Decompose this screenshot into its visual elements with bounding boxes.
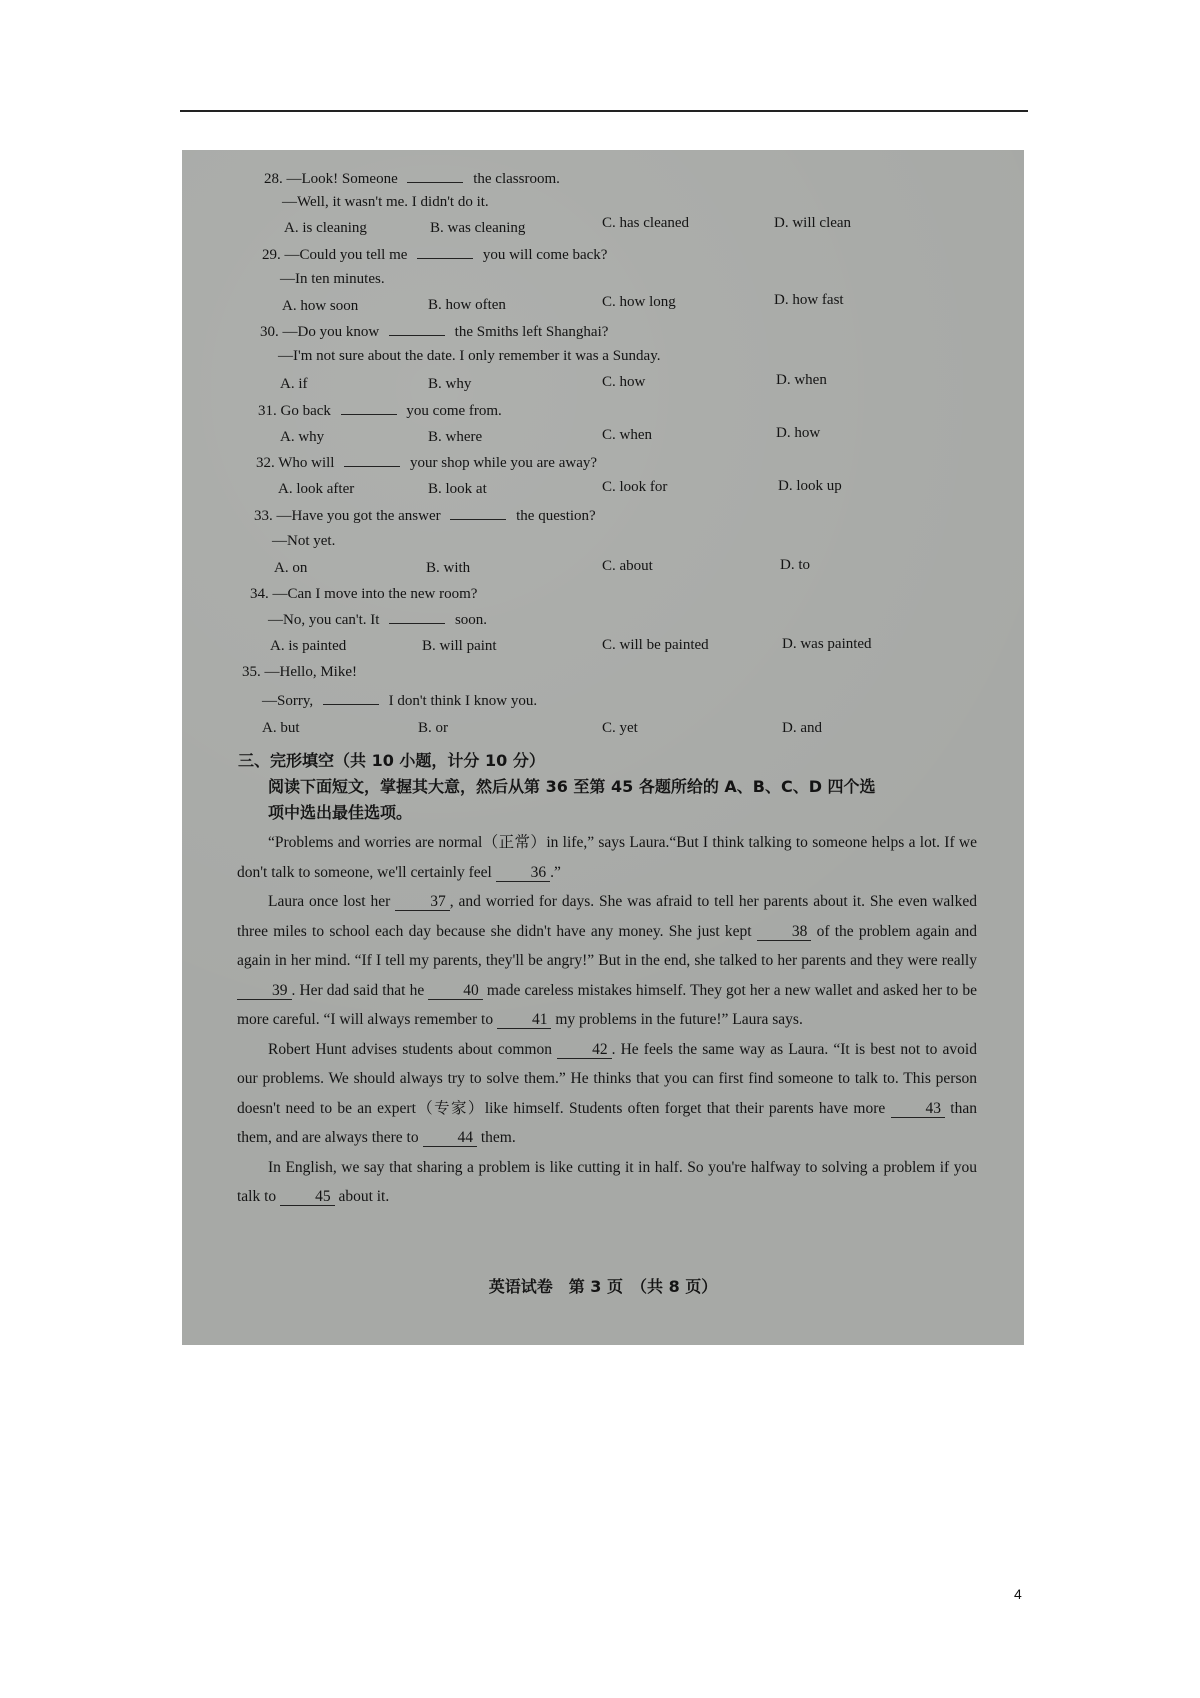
question-35-reply: —Sorry, I don't think I know you. (262, 693, 538, 709)
q32-option-a: A. look after (278, 481, 355, 497)
q34-option-d: D. was painted (782, 636, 872, 652)
section-instruction-line2: 项中选出最佳选项。 (268, 803, 413, 822)
q31-option-d: D. how (776, 425, 821, 441)
q28-option-c: C. has cleaned (602, 215, 690, 231)
q28-option-a: A. is cleaning (284, 220, 367, 236)
q34-option-a: A. is painted (270, 638, 347, 654)
blank-41: 41 (497, 1012, 552, 1029)
answer-blank (323, 692, 379, 705)
q35-option-c: C. yet (602, 720, 638, 736)
question-32: 32. Who will your shop while you are away? (256, 455, 598, 471)
q30-option-d: D. when (776, 372, 827, 388)
passage-paragraph-1: “Problems and worries are normal（正常）in life,” says Laura.“But I think talking to someone helps a lot. If we don't talk to someone, we'll certainly feel 36 .” (237, 834, 977, 881)
page-number: 4 (1014, 1586, 1022, 1602)
blank-42: 42 (557, 1042, 612, 1059)
scanned-exam-page (182, 150, 1024, 1345)
q33-option-d: D. to (780, 557, 810, 573)
answer-blank (341, 402, 397, 415)
q31-option-b: B. where (428, 429, 483, 445)
blank-45: 45 (280, 1189, 335, 1206)
answer-blank (450, 507, 506, 520)
answer-blank (407, 170, 463, 183)
section-title: 三、完形填空（共 10 小题，计分 10 分） (238, 751, 545, 770)
q29-option-b: B. how often (428, 297, 506, 313)
q34-option-b: B. will paint (422, 638, 497, 654)
q28-option-d: D. will clean (774, 215, 852, 231)
q30-option-c: C. how (602, 374, 646, 390)
q29-option-d: D. how fast (774, 292, 844, 308)
q33-option-b: B. with (426, 560, 471, 576)
q28-option-b: B. was cleaning (430, 220, 526, 236)
blank-39: 39 (237, 983, 292, 1000)
blank-43: 43 (891, 1101, 946, 1118)
q32-option-b: B. look at (428, 481, 487, 497)
q30-option-a: A. if (280, 376, 308, 392)
q35-option-d: D. and (782, 720, 822, 736)
question-28-reply: —Well, it wasn't me. I didn't do it. (282, 194, 489, 210)
question-35: 35. —Hello, Mike! (242, 664, 357, 680)
question-34: 34. —Can I move into the new room? (250, 586, 478, 602)
blank-40: 40 (428, 983, 483, 1000)
section-instruction-line1: 阅读下面短文，掌握其大意，然后从第 36 至第 45 各题所给的 A、B、C、D 四个选 (268, 777, 876, 796)
q30-option-b: B. why (428, 376, 472, 392)
answer-blank (417, 246, 473, 259)
question-31: 31. Go back you come from. (258, 403, 502, 419)
q31-option-a: A. why (280, 429, 325, 445)
question-33: 33. —Have you got the answer the question? (254, 508, 596, 524)
question-29: 29. —Could you tell me you will come back? (262, 247, 608, 263)
cloze-passage (237, 828, 977, 1212)
q35-option-b: B. or (418, 720, 448, 736)
q29-option-c: C. how long (602, 294, 676, 310)
exam-page-footer: 英语试卷 第 3 页 （共 8 页） (488, 1277, 718, 1296)
q29-option-a: A. how soon (282, 298, 359, 314)
q31-option-c: C. when (602, 427, 652, 443)
question-34-reply: —No, you can't. It soon. (268, 612, 488, 628)
answer-blank (389, 611, 445, 624)
blank-36: 36 (496, 865, 551, 882)
q32-option-c: C. look for (602, 479, 668, 495)
q34-option-c: C. will be painted (602, 637, 709, 653)
answer-blank (344, 454, 400, 467)
q33-option-c: C. about (602, 558, 653, 574)
q33-option-a: A. on (274, 560, 308, 576)
question-30-reply: —I'm not sure about the date. I only remember it was a Sunday. (278, 348, 661, 364)
answer-blank (389, 323, 445, 336)
question-33-reply: —Not yet. (272, 533, 336, 549)
blank-37: 37 (395, 894, 450, 911)
passage-paragraph-3: Robert Hunt advises students about common 42 . He feels the same way as Laura. “It is best not to avoid our problems. We should always try to solve them.” He thinks that you can first find someone to talk to. This person doesn't need to be an expert（专家）like himself. Students often forget that their parents have more 43 than them, and are always there to 44 them. (237, 1040, 977, 1146)
q32-option-d: D. look up (778, 478, 842, 494)
question-28: 28. —Look! Someone the classroom. (264, 171, 560, 187)
passage-paragraph-4: In English, we say that sharing a problem is like cutting it in half. So you're halfway to solving a problem if you talk to 45 about it. (237, 1158, 977, 1205)
q35-option-a: A. but (262, 720, 300, 736)
question-29-reply: —In ten minutes. (280, 271, 385, 287)
blank-38: 38 (757, 924, 812, 941)
header-rule (180, 110, 1028, 112)
blank-44: 44 (423, 1130, 478, 1147)
passage-paragraph-2: Laura once lost her 37 , and worried for days. She was afraid to tell her parents about it. She even walked three miles to school each day because she didn't have any money. She just kept 38 of the problem again and again in her mind. “If I tell my parents, they'll be angry!” But in the end, she talked to her parents and they were really 39 . Her dad said that he 40 made careless mistakes himself. They got her a new wallet and asked her to be more careful. “I will always remember to 41 my problems in the future!” Laura says. (237, 893, 977, 1028)
question-30: 30. —Do you know the Smiths left Shanghai? (260, 324, 609, 340)
